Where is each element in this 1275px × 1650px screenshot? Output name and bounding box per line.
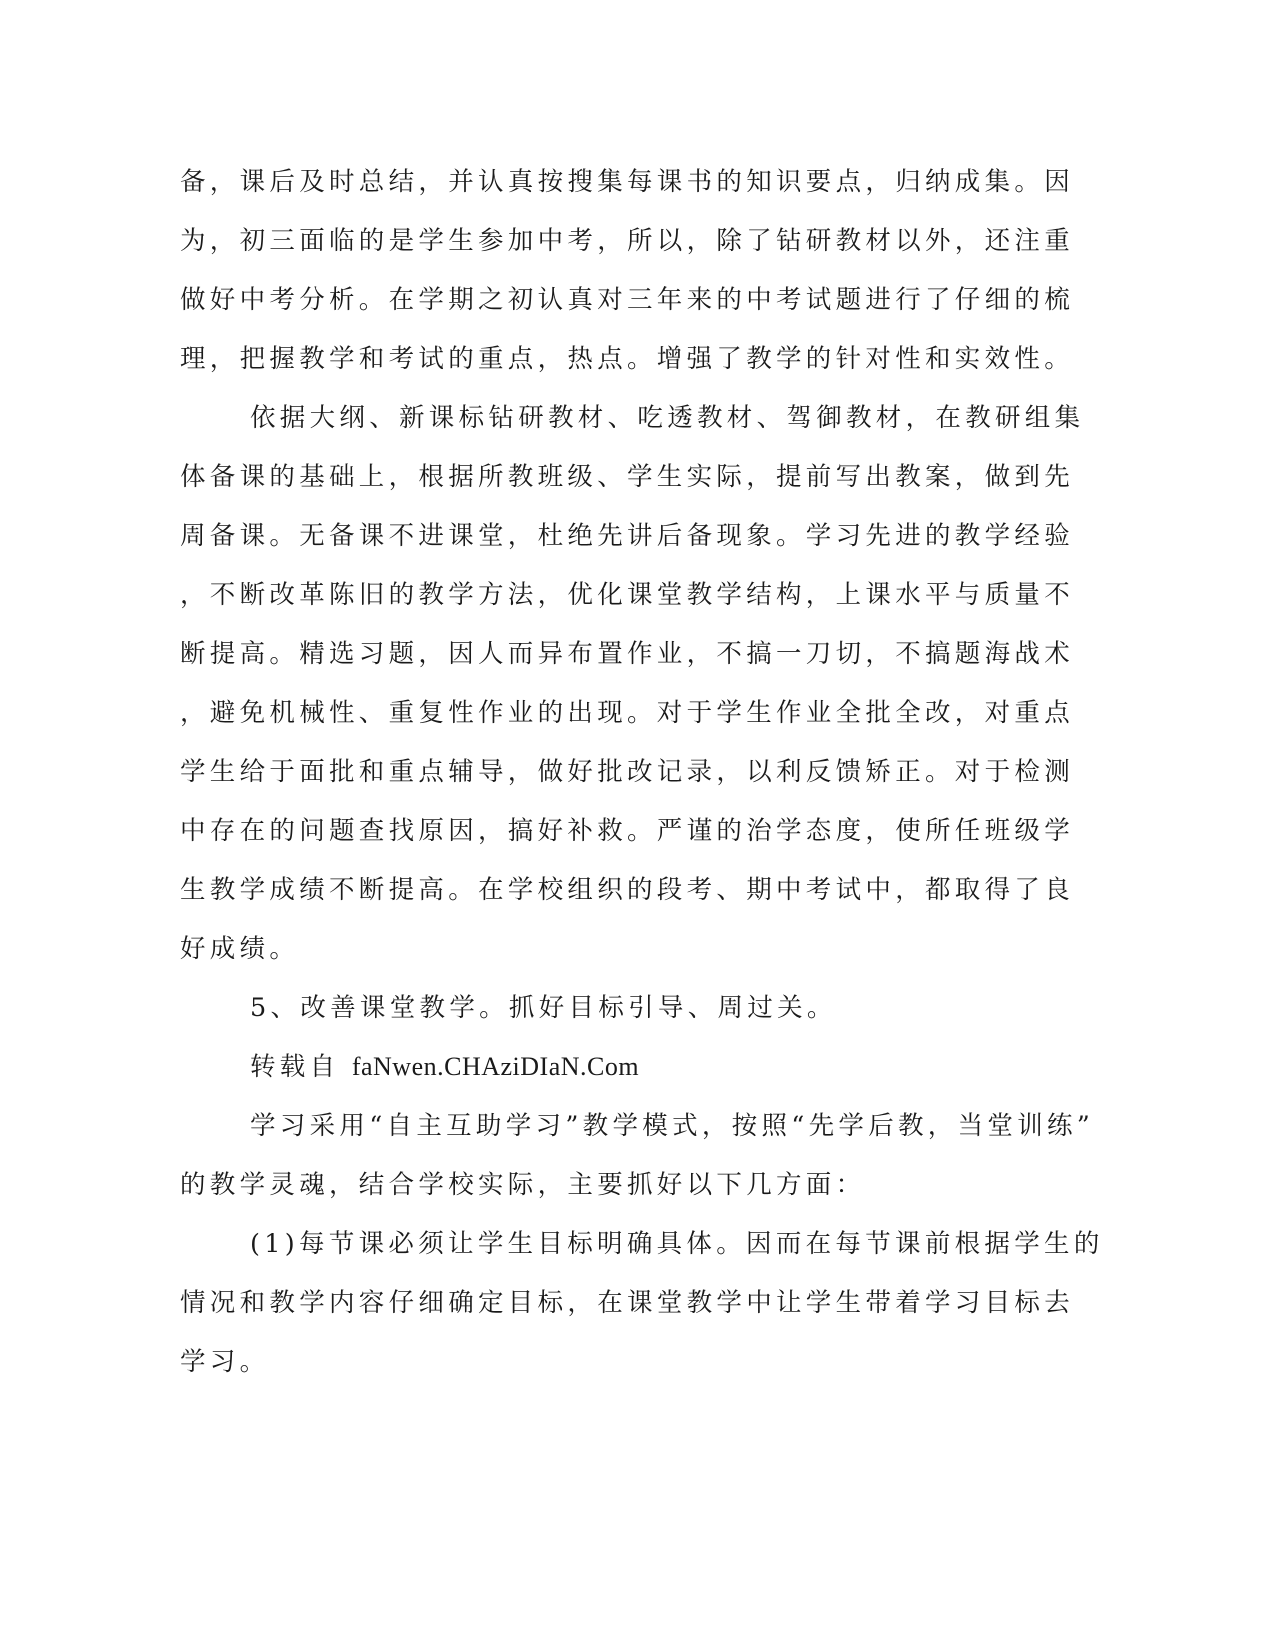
text-line: 学习采用“自主互助学习”教学模式，按照“先学后教，当堂训练”: [250, 1111, 1095, 1141]
heading-5: [180, 988, 1040, 1047]
document-page: [180, 162, 1104, 1401]
text-line: 生教学成绩不断提高。在学校组织的段考、期中考试中，都取得了良: [180, 875, 1075, 905]
paragraph-3: [180, 1106, 1095, 1224]
section-heading: 5、改善课堂教学。抓好目标引导、周过关。: [250, 993, 837, 1023]
text-line: 周备课。无备课不进课堂，杜绝先讲后备现象。学习先进的教学经验: [180, 521, 1075, 551]
text-line: 学生给于面批和重点辅导，做好批改记录，以利反馈矫正。对于检测: [180, 757, 1075, 787]
text-line: 情况和教学内容仔细确定目标，在课堂教学中让学生带着学习目标去: [180, 1288, 1075, 1318]
source-site: faNwen.CHAziDIaN.Com: [351, 1052, 640, 1081]
text-line: 体备课的基础上，根据所教班级、学生实际，提前写出教案，做到先: [180, 462, 1075, 492]
text-line: 学习。: [180, 1347, 270, 1377]
source-line: [180, 1047, 1040, 1106]
text-line: 的教学灵魂，结合学校实际，主要抓好以下几方面：: [180, 1170, 866, 1200]
text-line: 备，课后及时总结，并认真按搜集每课书的知识要点，归纳成集。因: [180, 167, 1075, 197]
text-line: 理，把握教学和考试的重点，热点。增强了教学的针对性和实效性。: [180, 344, 1075, 374]
text-line: 好成绩。: [180, 934, 300, 964]
source-prefix: 转载自: [250, 1052, 352, 1082]
text-line: 断提高。精选习题，因人而异布置作业，不搞一刀切，不搞题海战术: [180, 639, 1075, 669]
paragraph-1: [180, 162, 1075, 398]
text-line: 做好中考分析。在学期之初认真对三年来的中考试题进行了仔细的梳: [180, 285, 1075, 315]
text-line: (1)每节课必须让学生目标明确具体。因而在每节课前根据学生的: [250, 1229, 1104, 1259]
text-line: 依据大纲、新课标钻研教材、吃透教材、驾御教材，在教研组集: [250, 403, 1085, 433]
text-line: 为，初三面临的是学生参加中考，所以，除了钻研教材以外，还注重: [180, 226, 1075, 256]
text-line: ，避免机械性、重复性作业的出现。对于学生作业全批全改，对重点: [180, 698, 1075, 728]
paragraph-2: [180, 398, 1085, 988]
text-line: 中存在的问题查找原因，搞好补救。严谨的治学态度，使所任班级学: [180, 816, 1075, 846]
text-line: ，不断改革陈旧的教学方法，优化课堂教学结构，上课水平与质量不: [180, 580, 1075, 610]
paragraph-4: [180, 1224, 1104, 1401]
